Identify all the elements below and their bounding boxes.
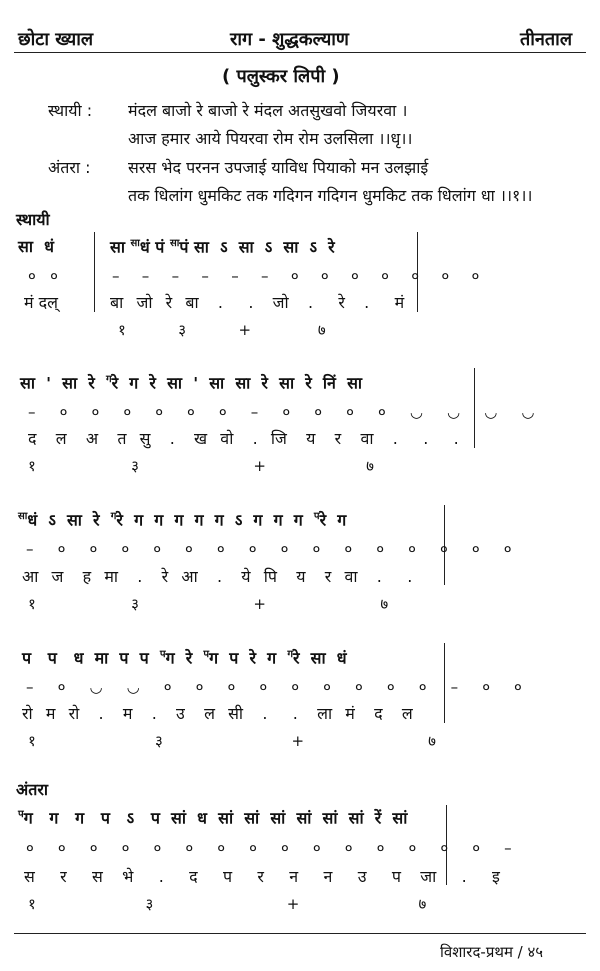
antara-label: अंतरा : (48, 158, 91, 177)
row3-marks: – ० ० ० ० ० ० ० ० ० ० ० ० ० ० ० (26, 540, 513, 558)
row4-notes: प प ध मा प प $^प$ग रे $^प$ग प रे ग $^ग$रे सा धं (22, 648, 347, 668)
section-antara: अंतरा (16, 780, 49, 799)
antara-line-2: तक धिलांग धुमकिट तक गदिगन गदिगन धुमकिट तक धिलांग धा ।।१।। (128, 186, 533, 205)
row3-tala: १ ३ + ७ (28, 595, 389, 613)
footer-rule (14, 933, 586, 934)
row1-notes-a: सा धं (18, 237, 54, 256)
row3-notes: $^{सा}$धं ऽ सा रे $^ग$रे ग ग ग ग ग ऽ ग ग ग $^प$रे ग (18, 510, 347, 530)
header-rule (14, 52, 586, 53)
antara-line-1: सरस भेद परनन उपजाई याविध पियाको मन उलझाई (128, 158, 429, 177)
row5-syl: स र स भे . द प र न न उ प जा . इ (24, 867, 501, 886)
row4-syl: रो म रो . म . उ ल सी . . ला मं द ल (22, 704, 414, 723)
row5-marks: ० ० ० ० ० ० ० ० ० ० ० ० ० ० ० – (26, 839, 513, 857)
subtitle: ( पलुस्कर लिपी ) (222, 66, 340, 87)
section-sthayi: स्थायी (16, 210, 50, 229)
row2-notes: सा ' सा रे $^ग$रे ग रे सा ' सा सा रे सा रे निं सा (20, 373, 363, 393)
row4-marks: – ० ◡ ◡ ० ० ० ० ० ० ० ० ० – ० ० (26, 678, 523, 696)
page-footer: विशारद-प्रथम / ४५ (440, 943, 544, 961)
row2-marks: – ० ० ० ० ० ० – ० ० ० ० ◡ ◡ ◡ ◡ (28, 403, 536, 421)
row2-tala: १ ३ + ७ (28, 457, 374, 475)
sthayi-line-1: मंदल बाजो रे बाजो रे मंदल अतसुखवो जियरवा । (128, 101, 408, 120)
row3-syl: आ ज ह मा . रे आ . ये पि य र वा . . (22, 567, 414, 586)
sthayi-line-2: आज हमार आये पियरवा रोम रोम उलसिला ।।धृ।। (128, 129, 413, 148)
row1-syl-a: मं दल् (24, 293, 58, 312)
row1-bar-left (94, 232, 95, 312)
row4-tala: १ ३ + ७ (28, 732, 436, 750)
row2-syl: द ल अ त सु . ख वो . जि य र वा . . . (28, 429, 460, 448)
row1-syl-b: बा जो रे बा . . जो . रे . मं (110, 293, 406, 312)
row1-notes-b: सा $^{सा}$धं पं $^{सा}$पं सा ऽ सा ऽ सा ऽ रे (110, 237, 335, 257)
row1-tala: १ ३ + ७ (118, 321, 326, 339)
header-center: राग - शुद्धकल्याण (230, 29, 349, 50)
sthayi-label: स्थायी : (48, 101, 93, 120)
header-left: छोटा ख्याल (18, 29, 94, 50)
row5-notes: $^प$ग ग ग प ऽ प सां ध सां सां सां सां सां सां रें सां (18, 808, 408, 828)
row1-marks-b: – – – – – – ० ० ० ० ० ० ० (112, 267, 482, 285)
header-right: तीनताल (520, 29, 573, 50)
row5-tala: १ ३ + ७ (28, 895, 427, 913)
row1-marks-a: ० ० (28, 267, 58, 285)
